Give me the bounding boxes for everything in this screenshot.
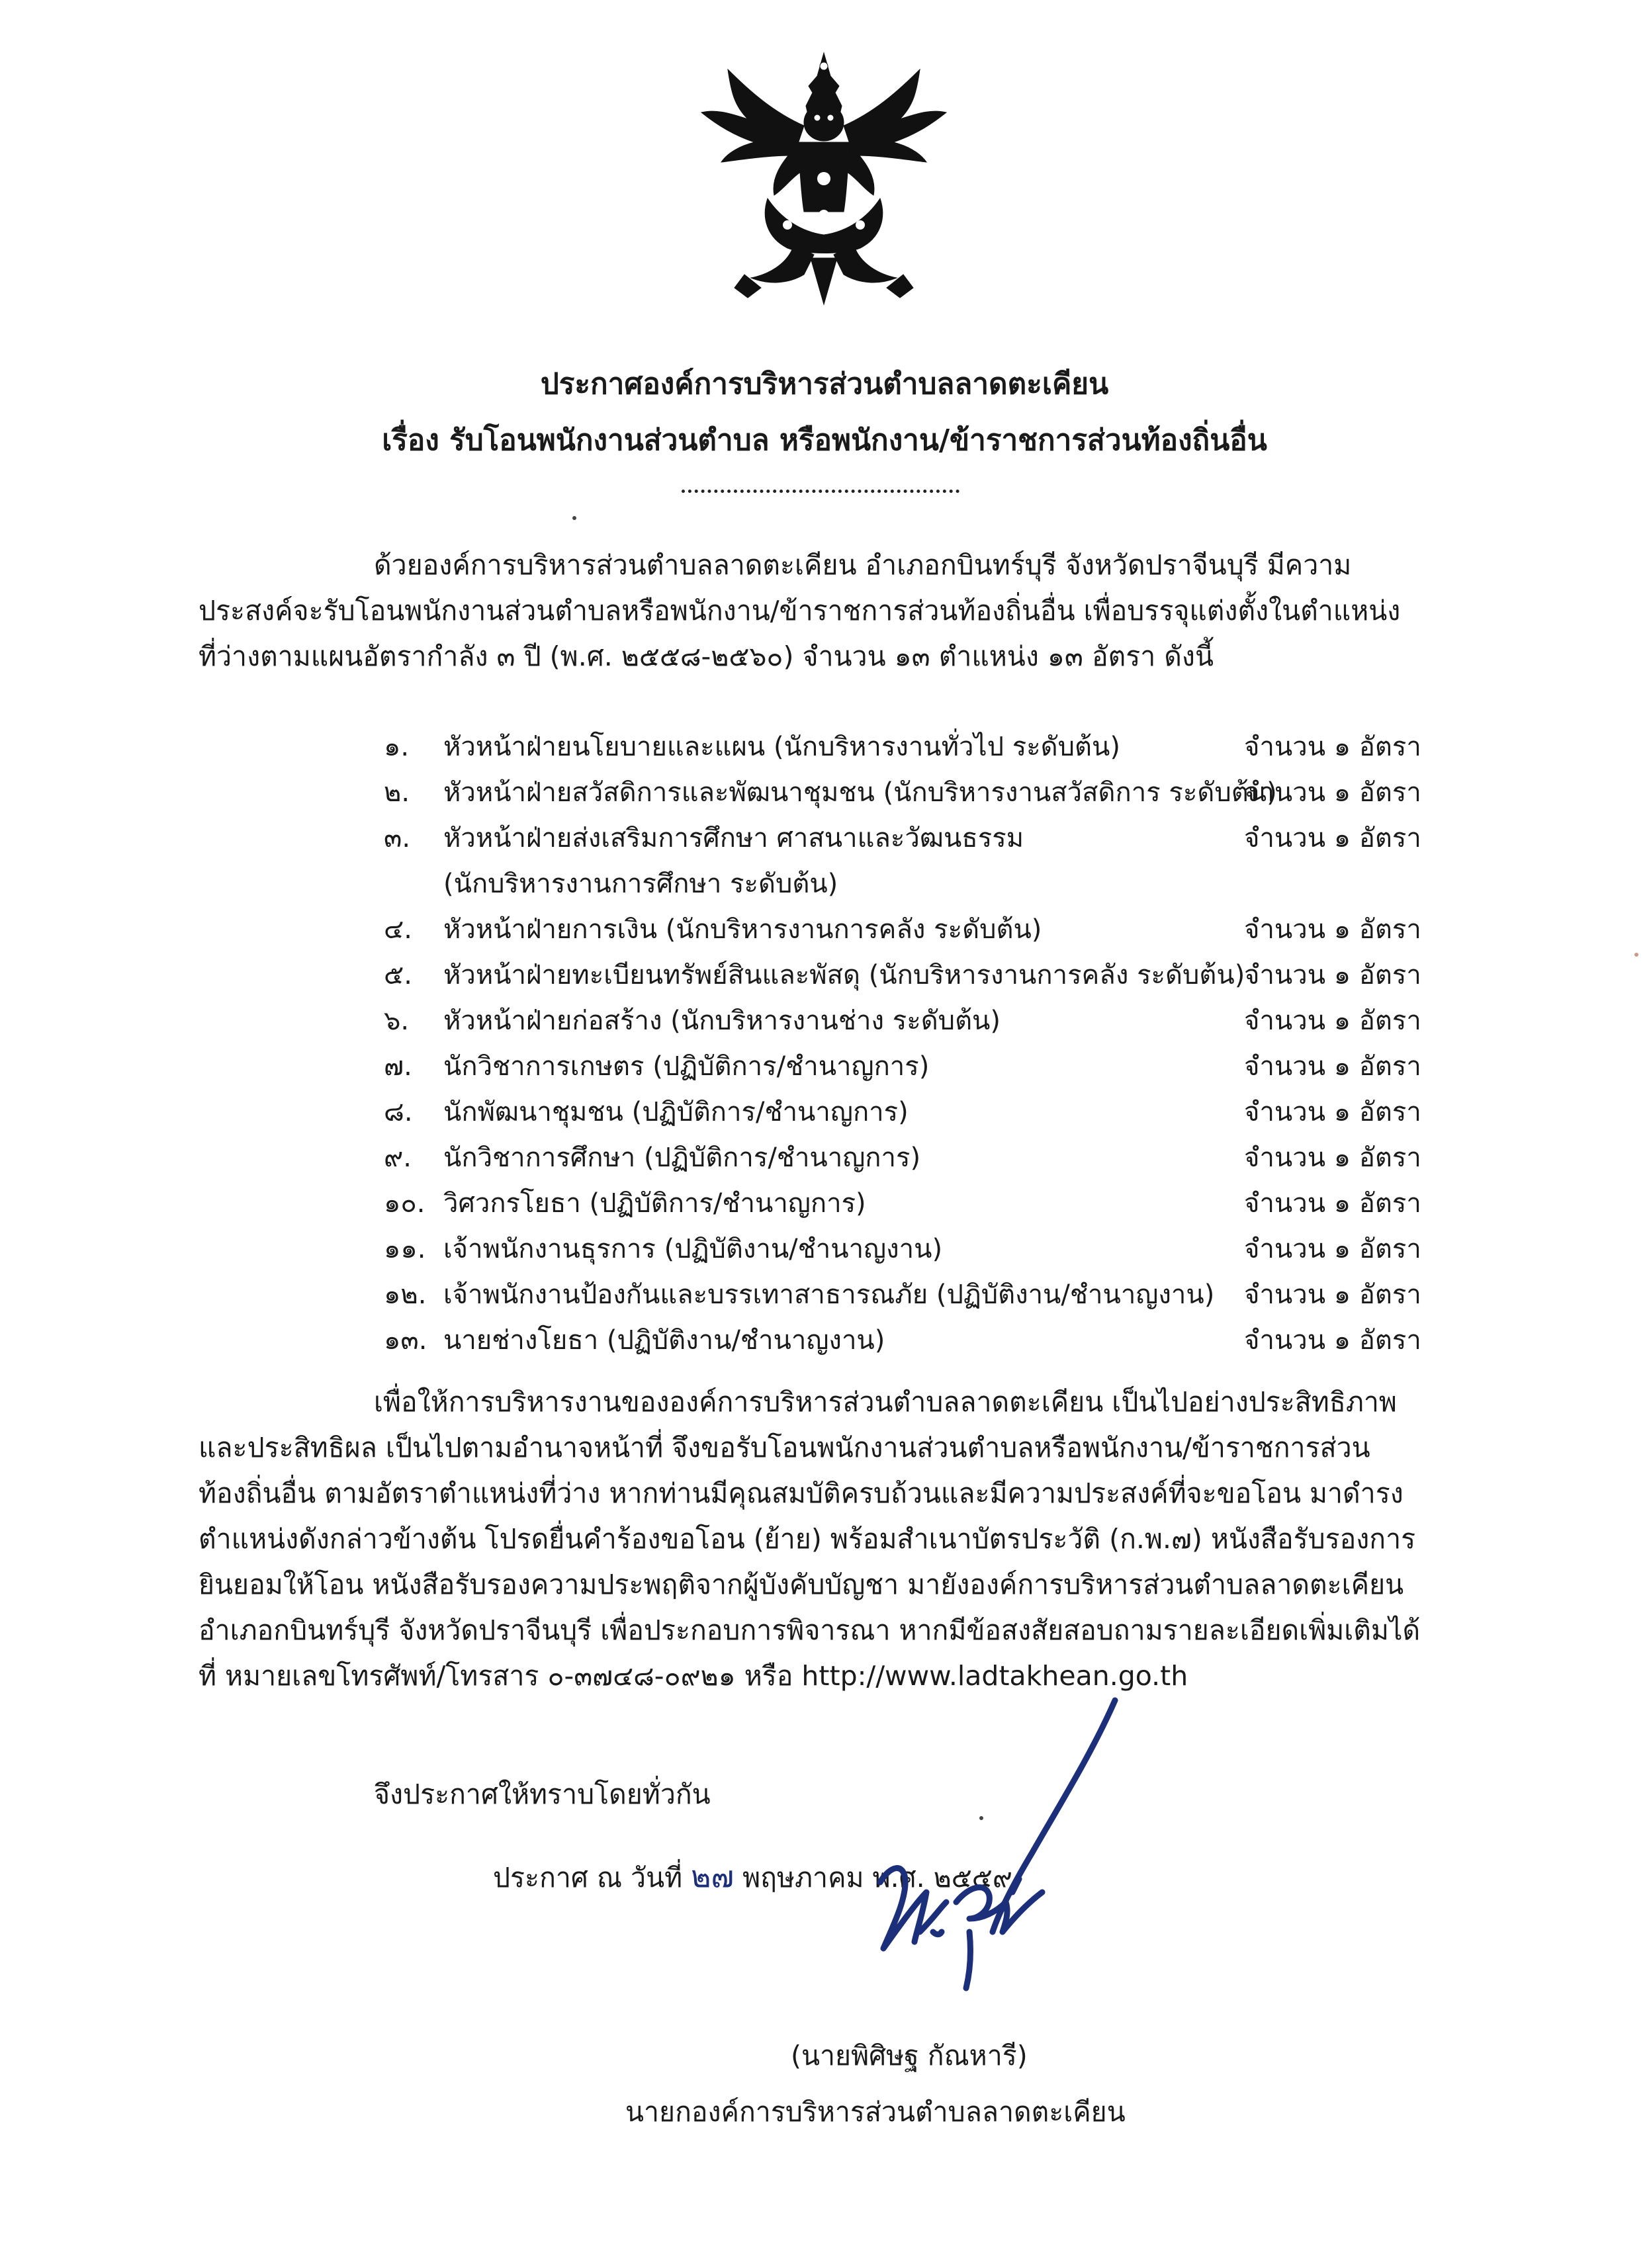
position-title: นักวิชาการศึกษา (ปฏิบัติการ/ชำนาญการ) <box>443 1143 921 1173</box>
position-quantity: จำนวน ๑ อัตรา <box>1244 914 1421 945</box>
position-title: หัวหน้าฝ่ายนโยบายและแผน (นักบริหารงานทั่วไป ระดับต้น) <box>443 732 1120 762</box>
position-quantity: จำนวน ๑ อัตรา <box>1244 1280 1421 1310</box>
position-item <box>384 908 1456 953</box>
position-number: ๒. <box>384 777 410 808</box>
intro-line: ด้วยองค์การบริหารส่วนตำบลลาดตะเคียน อำเภอกบินทร์บุรี จังหวัดปราจีนบุรี มีความ <box>374 549 1352 581</box>
body-line: ตำแหน่งดังกล่าวข้างต้น โปรดยื่นคำร้องขอโอน (ย้าย) พร้อมสำเนาบัตรประวัติ (ก.พ.๗) หนังสือรับรองการ <box>199 1523 1416 1555</box>
position-item <box>384 1319 1456 1364</box>
position-subtitle: (นักบริหารงานการศึกษา ระดับต้น) <box>443 869 838 899</box>
date-year-prefix: พ.ศ. <box>872 1862 925 1894</box>
position-number: ๑๐. <box>384 1188 425 1219</box>
signature-icon <box>854 1641 1118 2025</box>
signer-position: นายกองค์การบริหารส่วนตำบลลาดตะเคียน <box>625 2096 1126 2128</box>
position-list <box>384 725 1456 1364</box>
position-item <box>384 1273 1456 1319</box>
position-number: ๙. <box>384 1143 412 1173</box>
position-title: นักพัฒนาชุมชน (ปฏิบัติการ/ชำนาญการ) <box>443 1097 909 1127</box>
body-line: เพื่อให้การบริหารงานขององค์การบริหารส่วนตำบลลาดตะเคียน เป็นไปอย่างประสิทธิภาพ <box>374 1386 1397 1418</box>
body-line: อำเภอกบินทร์บุรี จังหวัดปราจีนบุรี เพื่อประกอบการพิจารณา หากมีข้อสงสัยสอบถามรายละเอียดเพิ่มเติมได้ <box>199 1614 1421 1646</box>
position-number: ๗. <box>384 1051 412 1082</box>
position-quantity: จำนวน ๑ อัตรา <box>1244 1006 1421 1036</box>
position-title: เจ้าพนักงานป้องกันและบรรเทาสาธารณภัย (ปฏิบัติงาน/ชำนาญงาน) <box>443 1280 1215 1310</box>
position-number: ๑. <box>384 732 410 762</box>
position-item <box>384 999 1456 1045</box>
stray-mark <box>1634 953 1638 957</box>
position-item <box>384 953 1456 999</box>
position-title: นักวิชาการเกษตร (ปฏิบัติการ/ชำนาญการ) <box>443 1051 930 1082</box>
position-quantity: จำนวน ๑ อัตรา <box>1244 1234 1421 1264</box>
body-line: ยินยอมให้โอน หนังสือรับรองความประพฤติจากผู้บังคับบัญชา มายังองค์การบริหารส่วนตำบลลาดตะเคียน <box>199 1569 1404 1600</box>
announcement-title: ประกาศองค์การบริหารส่วนตำบลลาดตะเคียน <box>540 367 1109 401</box>
position-title: วิศวกรโยธา (ปฏิบัติการ/ชำนาญการ) <box>443 1188 866 1219</box>
position-title: หัวหน้าฝ่ายสวัสดิการและพัฒนาชุมชน (นักบริหารงานสวัสดิการ ระดับต้น) <box>443 777 1277 808</box>
date-year: ๒๕๕๙ <box>933 1862 1012 1894</box>
position-quantity: จำนวน ๑ อัตรา <box>1244 1188 1421 1219</box>
position-title: นายช่างโยธา (ปฏิบัติงาน/ชำนาญงาน) <box>443 1325 885 1356</box>
date-day-handwritten: ๒๗ <box>691 1858 735 1894</box>
position-item <box>384 1227 1456 1273</box>
position-quantity: จำนวน ๑ อัตรา <box>1244 823 1421 853</box>
intro-line: ประสงค์จะรับโอนพนักงานส่วนตำบลหรือพนักงาน/ข้าราชการส่วนท้องถิ่นอื่น เพื่อบรรจุแต่งตั้งในตำแหน่ง <box>199 595 1401 627</box>
signer-name: (นายพิศิษฐ กัณหารี) <box>791 2040 1028 2072</box>
body-line: และประสิทธิผล เป็นไปตามอำนาจหน้าที่ จึงขอรับโอนพนักงานส่วนตำบลหรือพนักงาน/ข้าราชการส่วน <box>199 1432 1370 1463</box>
position-item <box>384 771 1456 816</box>
position-title: หัวหน้าฝ่ายส่งเสริมการศึกษา ศาสนาและวัฒนธรรม <box>443 823 1024 853</box>
position-quantity: จำนวน ๑ อัตรา <box>1244 1097 1421 1127</box>
date-prefix: ประกาศ ณ วันที่ <box>493 1862 683 1894</box>
position-number: ๑๑. <box>384 1234 426 1264</box>
position-quantity: จำนวน ๑ อัตรา <box>1244 732 1421 762</box>
announcement-subject: เรื่อง รับโอนพนักงานส่วนตำบล หรือพนักงาน/ข้าราชการส่วนท้องถิ่นอื่น <box>382 423 1267 457</box>
position-number: ๖. <box>384 1006 410 1036</box>
position-item <box>384 1045 1456 1090</box>
position-title: หัวหน้าฝ่ายทะเบียนทรัพย์สินและพัสดุ (นักบริหารงานการคลัง ระดับต้น) <box>443 960 1245 990</box>
position-number: ๕. <box>384 960 412 990</box>
garuda-emblem-icon <box>688 46 959 311</box>
position-item <box>384 1182 1456 1227</box>
position-quantity: จำนวน ๑ อัตรา <box>1244 960 1421 990</box>
intro-paragraph <box>199 543 1443 679</box>
position-number: ๔. <box>384 914 412 945</box>
position-number: ๓. <box>384 823 411 853</box>
position-quantity: จำนวน ๑ อัตรา <box>1244 1325 1421 1356</box>
body-line: ที่ หมายเลขโทรศัพท์/โทรสาร ๐-๓๗๔๘-๐๙๒๑ หรือ http://www.ladtakhean.go.th <box>199 1660 1188 1692</box>
stray-mark <box>572 516 576 520</box>
position-quantity: จำนวน ๑ อัตรา <box>1244 777 1421 808</box>
closing-statement: จึงประกาศให้ทราบโดยทั่วกัน <box>374 1778 711 1810</box>
date-month: พฤษภาคม <box>742 1862 864 1894</box>
stray-mark <box>979 1816 983 1820</box>
title-divider <box>682 490 959 493</box>
position-number: ๑๒. <box>384 1280 427 1310</box>
position-quantity: จำนวน ๑ อัตรา <box>1244 1143 1421 1173</box>
position-number: ๑๓. <box>384 1325 427 1356</box>
intro-line: ที่ว่างตามแผนอัตรากำลัง ๓ ปี (พ.ศ. ๒๕๕๘-๒๕๖๐) จำนวน ๑๓ ตำแหน่ง ๑๓ อัตรา ดังนี้ <box>199 640 1214 672</box>
position-number: ๘. <box>384 1097 413 1127</box>
position-item <box>384 1136 1456 1182</box>
body-line: ท้องถิ่นอื่น ตามอัตราตำแหน่งที่ว่าง หากท่านมีคุณสมบัติครบถ้วนและมีความประสงค์ที่จะขอโอน มาดำรง <box>199 1477 1404 1509</box>
position-title: หัวหน้าฝ่ายก่อสร้าง (นักบริหารงานช่าง ระดับต้น) <box>443 1006 1001 1036</box>
position-item <box>384 1090 1456 1136</box>
position-title: หัวหน้าฝ่ายการเงิน (นักบริหารงานการคลัง ระดับต้น) <box>443 914 1042 945</box>
position-item <box>384 725 1456 771</box>
body-paragraph <box>199 1379 1443 1699</box>
position-item <box>384 816 1456 908</box>
position-quantity: จำนวน ๑ อัตรา <box>1244 1051 1421 1082</box>
position-title: เจ้าพนักงานธุรการ (ปฏิบัติงาน/ชำนาญงาน) <box>443 1234 943 1264</box>
